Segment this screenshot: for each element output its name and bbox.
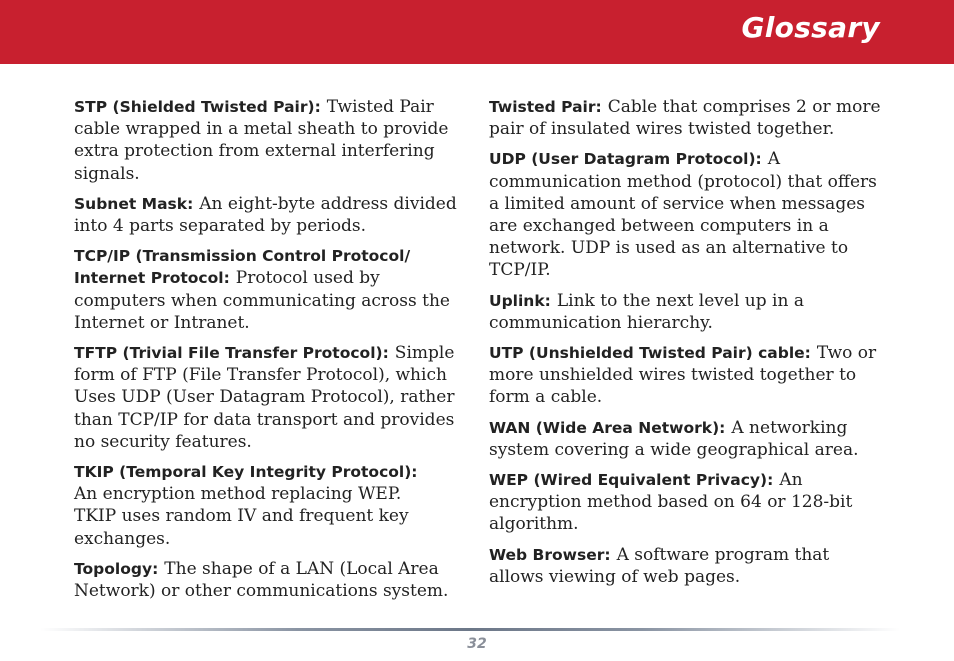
glossary-term: WAN (Wide Area Network): xyxy=(489,418,726,437)
glossary-term: UDP (User Datagram Protocol): xyxy=(489,150,762,169)
glossary-entry xyxy=(489,544,881,588)
glossary-term: Web Browser: xyxy=(489,545,611,564)
glossary-entry xyxy=(74,96,466,185)
glossary-term: Uplink: xyxy=(489,291,551,310)
glossary-entry xyxy=(74,558,466,602)
glossary-definition: An encryption method replacing WEP. TKIP uses random IV and frequent key exchanges. xyxy=(74,484,409,549)
glossary-definition: The shape of a LAN (Local Area Network) or other communications system. xyxy=(74,558,449,602)
glossary-definition: Simple form of FTP (File Transfer Protocol), which Uses UDP (User Datagram Protocol), rather than TCP/IP for data transport and provides no security features. xyxy=(74,343,455,452)
glossary-definition: Link to the next level up in a communication hierarchy. xyxy=(489,290,804,333)
glossary-definition: Two or more unshielded wires twisted together to form a cable. xyxy=(489,343,877,408)
glossary-term: TKIP (Temporal Key Integrity Protocol): xyxy=(74,463,418,482)
glossary-definition: A communication method (protocol) that offers a limited amount of service when messages are exchanged between computers in a network. UDP is used as an alternative to TCP/IP. xyxy=(489,149,877,281)
glossary-entry xyxy=(489,148,881,281)
glossary-entry xyxy=(74,461,466,550)
glossary-column-left xyxy=(74,96,466,610)
glossary-term: Twisted Pair: xyxy=(489,98,602,116)
glossary-term: WEP (Wired Equivalent Privacy): xyxy=(489,471,774,490)
glossary-column-right xyxy=(489,96,881,596)
glossary-term: TFTP (Trivial File Transfer Protocol): xyxy=(74,344,389,363)
header-banner xyxy=(0,0,954,64)
glossary-entry xyxy=(489,469,881,536)
glossary-entry xyxy=(74,342,466,453)
glossary-term: Subnet Mask: xyxy=(74,194,194,213)
glossary-definition: A networking system covering a wide geographical area. xyxy=(489,417,859,460)
glossary-term: TCP/IP (Transmission Control Protocol/ Internet Protocol: xyxy=(74,247,411,288)
glossary-entry xyxy=(74,193,466,237)
glossary-entry xyxy=(489,96,881,140)
glossary-term: UTP (Unshielded Twisted Pair) cable: xyxy=(489,344,811,363)
glossary-definition: Protocol used by computers when communicating across the Internet or Intranet. xyxy=(74,268,450,333)
glossary-definition: A software program that allows viewing of web pages. xyxy=(489,544,830,587)
glossary-entry xyxy=(489,342,881,409)
glossary-definition: An eight-byte address divided into 4 parts separated by periods. xyxy=(74,193,457,237)
glossary-entry xyxy=(489,290,881,334)
page-number: 32 xyxy=(467,636,487,652)
glossary-definition: Cable that comprises 2 or more pair of insulated wires twisted together. xyxy=(489,97,881,140)
glossary-entry xyxy=(489,417,881,461)
page-title: Glossary xyxy=(741,11,880,44)
glossary-term: Topology: xyxy=(74,559,159,578)
footer-divider xyxy=(40,628,900,631)
glossary-definition: Twisted Pair cable wrapped in a metal sheath to provide extra protection from external interfering signals. xyxy=(74,97,449,184)
glossary-entry xyxy=(74,245,466,334)
glossary-definition: An encryption method based on 64 or 128-bit algorithm. xyxy=(489,470,853,535)
glossary-term: STP (Shielded Twisted Pair): xyxy=(74,98,321,116)
